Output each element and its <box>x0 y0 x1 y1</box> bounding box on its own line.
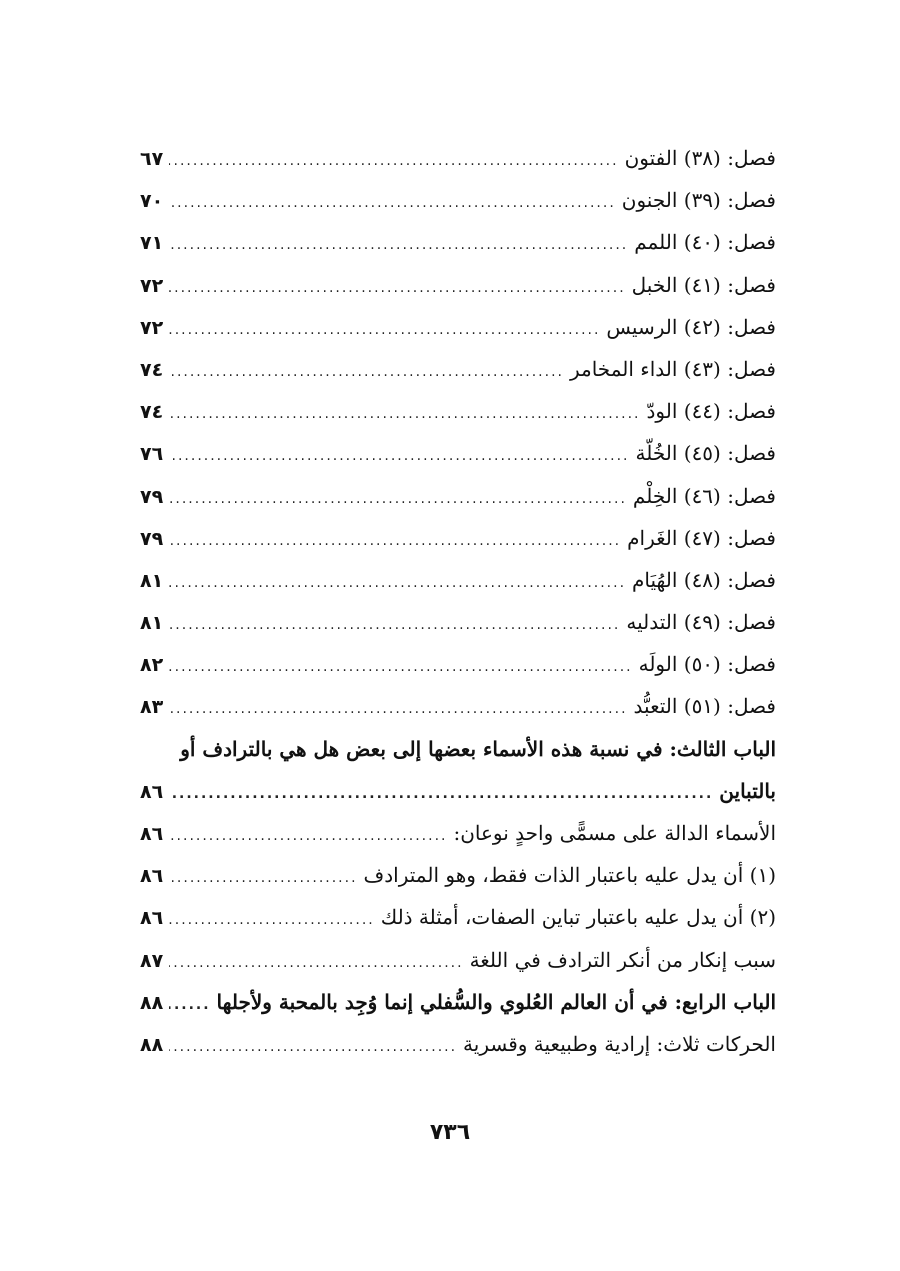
dot-leader <box>169 942 463 981</box>
toc-entry-title: فصل: (٤٦) الخِلْم <box>632 483 776 508</box>
toc-entry <box>140 221 776 263</box>
toc-entry-page: ٨٨ <box>140 1033 164 1056</box>
dot-leader <box>169 815 447 854</box>
toc-entry <box>140 137 776 179</box>
chapter-heading <box>140 728 776 770</box>
dot-leader <box>169 478 627 517</box>
toc-entry <box>140 348 776 390</box>
dot-leader <box>169 984 210 1023</box>
chapter-heading-line1: الباب الثالث: في نسبة هذه الأسماء بعضها إلى بعض هل هي بالترادف أو <box>180 736 776 761</box>
toc-entry <box>140 306 776 348</box>
toc-entry-page: ٧٩ <box>140 527 164 550</box>
toc-entry-title: فصل: (٤٩) التدليه <box>626 610 776 635</box>
toc-entry-page: ٧٤ <box>140 401 164 424</box>
toc-entry <box>140 854 776 896</box>
toc-entry <box>140 896 776 938</box>
toc-entry-title: فصل: (٤٥) الخُلّة <box>635 441 776 466</box>
toc-entry-page: ٧٠ <box>140 190 164 213</box>
dot-leader <box>169 1026 457 1065</box>
dot-leader <box>169 857 357 896</box>
toc-entry <box>140 939 776 981</box>
toc-entry-page: ٨٣ <box>140 696 164 719</box>
toc-entry-title: فصل: (٤٠) اللمم <box>634 230 776 255</box>
dot-leader <box>169 562 626 601</box>
toc-entry-title: فصل: (٤٣) الداء المخامر <box>569 356 776 381</box>
dot-leader <box>169 351 564 390</box>
toc-entry <box>140 390 776 432</box>
dot-leader <box>169 140 618 179</box>
dot-leader <box>169 393 640 432</box>
toc-entry-page: ٨٢ <box>140 654 164 677</box>
toc-entry-title: فصل: (٥٠) الولَه <box>638 652 776 677</box>
toc-entry-title: الأسماء الدالة على مسمًّى واحدٍ نوعان: <box>453 821 776 845</box>
toc-entry <box>140 432 776 474</box>
dot-leader <box>169 435 629 474</box>
dot-leader <box>169 899 375 938</box>
toc-entry-title: فصل: (٤٤) الودّ <box>646 399 776 424</box>
toc-entry-page: ٨٨ <box>140 991 164 1014</box>
chapter-heading-line2: بالتباين <box>719 778 776 803</box>
toc-entry-title: فصل: (٤٨) الهُيَام <box>632 567 776 592</box>
toc-entry-page: ٨٦ <box>140 823 164 845</box>
toc-entry-title: فصل: (٣٩) الجنون <box>621 188 776 213</box>
toc-entry-page: ٨٦ <box>140 780 164 803</box>
toc-entry <box>140 559 776 601</box>
toc-entry <box>140 475 776 517</box>
toc-entry-page: ٨٦ <box>140 865 164 888</box>
toc-entry-page: ٧٢ <box>140 274 164 297</box>
chapter-heading-continued <box>140 770 776 812</box>
page-number: ٧٣٦ <box>429 1120 471 1145</box>
toc-entry-title: سبب إنكار من أنكر الترادف في اللغة <box>469 947 776 972</box>
toc-entry-page: ٨١ <box>140 612 164 635</box>
toc-entry-page: ٧٩ <box>140 485 164 508</box>
toc-entry-title: فصل: (٤٢) الرسيس <box>606 314 776 339</box>
toc-entry-title: فصل: (٤٧) الغَرام <box>627 525 776 550</box>
dot-leader <box>169 773 713 812</box>
toc-entry <box>140 812 776 854</box>
dot-leader <box>169 688 627 727</box>
toc-entry <box>140 517 776 559</box>
toc-entry-title: (٢) أن يدل عليه باعتبار تباين الصفات، أمثلة ذلك <box>380 905 776 930</box>
toc-entry <box>140 601 776 643</box>
toc-entry-title: فصل: (٥١) التعبُّد <box>633 694 776 719</box>
toc-entry-page: ٧٦ <box>140 443 164 466</box>
toc-entry-page: ٨٧ <box>140 949 164 972</box>
toc-entry-page: ٨١ <box>140 569 164 592</box>
dot-leader <box>169 224 628 263</box>
toc-entry <box>140 643 776 685</box>
dot-leader <box>169 267 625 306</box>
toc-entry-page: ٧١ <box>140 232 164 255</box>
chapter-heading <box>140 981 776 1023</box>
chapter-heading-title: الباب الرابع: في أن العالم العُلوي والسُّفلي إنما وُجِد بالمحبة ولأجلها <box>216 989 776 1014</box>
toc-entry-page: ٧٤ <box>140 358 164 381</box>
table-of-contents <box>140 137 776 1065</box>
dot-leader <box>169 604 620 643</box>
toc-entry <box>140 685 776 727</box>
toc-entry-title: الحركات ثلاث: إرادية وطبيعية وقسرية <box>463 1031 776 1056</box>
toc-entry-page: ٨٦ <box>140 907 164 930</box>
toc-entry <box>140 179 776 221</box>
toc-entry-title: (١) أن يدل عليه باعتبار الذات فقط، وهو المترادف <box>363 863 776 888</box>
toc-entry <box>140 1023 776 1065</box>
toc-entry <box>140 264 776 306</box>
dot-leader <box>169 182 616 221</box>
toc-entry-title: فصل: (٤١) الخبل <box>631 272 776 297</box>
toc-entry-title: فصل: (٣٨) الفتون <box>624 146 776 170</box>
toc-entry-page: ٧٢ <box>140 316 164 339</box>
toc-entry-page: ٦٧ <box>140 148 164 170</box>
dot-leader <box>169 520 621 559</box>
dot-leader <box>169 309 600 348</box>
dot-leader <box>169 646 632 685</box>
